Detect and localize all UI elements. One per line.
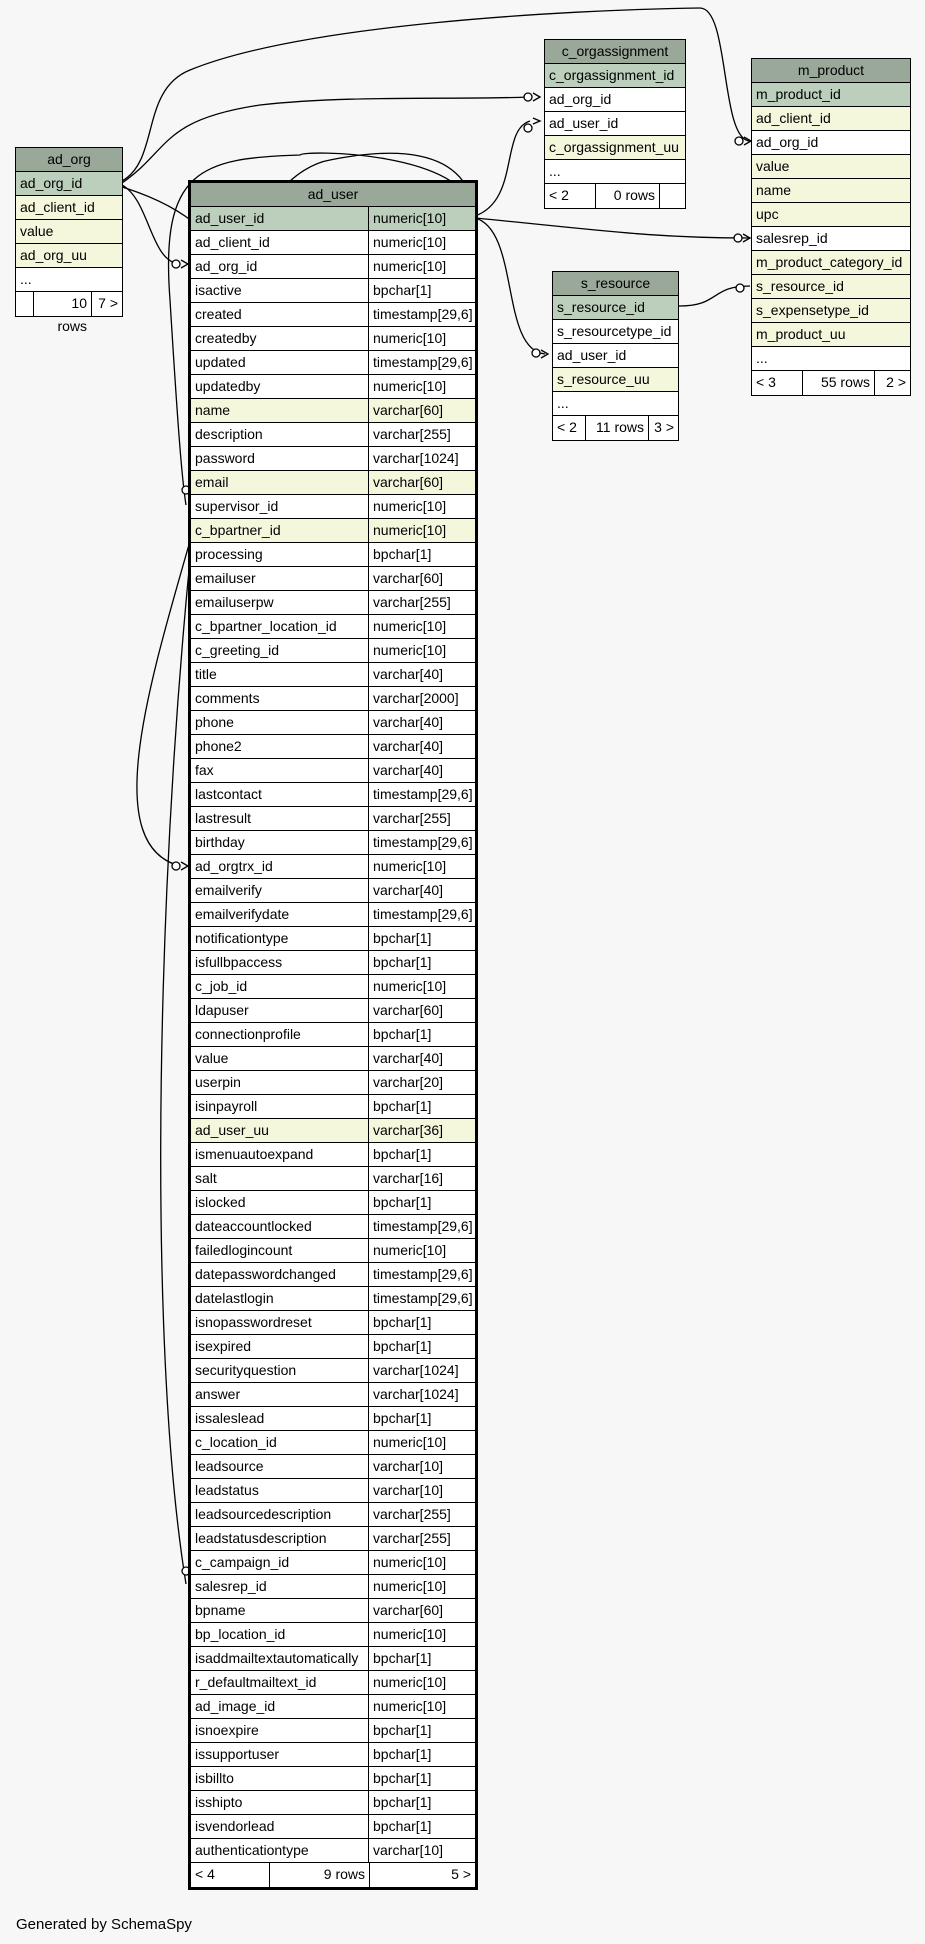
column-name: name bbox=[195, 402, 231, 418]
table-row[interactable] bbox=[752, 275, 910, 299]
footer-right[interactable]: 7 > bbox=[91, 292, 122, 316]
column-name: lastresult bbox=[195, 810, 252, 826]
table-row[interactable] bbox=[191, 1527, 475, 1551]
table-row[interactable] bbox=[191, 1047, 475, 1071]
column-type: varchar[60] bbox=[368, 567, 475, 590]
table-row[interactable] bbox=[191, 639, 475, 663]
column-name: ad_user_uu bbox=[195, 1122, 269, 1138]
table-row[interactable] bbox=[191, 1503, 475, 1527]
column-name: emailverify bbox=[195, 882, 262, 898]
column-type: bpchar[1] bbox=[368, 1143, 475, 1166]
column-type: timestamp[29,6] bbox=[368, 1287, 475, 1310]
table-row[interactable] bbox=[191, 1791, 475, 1815]
column-name: s_expensetype_id bbox=[756, 302, 869, 318]
column-type: numeric[10] bbox=[368, 1623, 475, 1646]
column-name: isnopasswordreset bbox=[195, 1314, 312, 1330]
column-name: created bbox=[195, 306, 242, 322]
table-row[interactable] bbox=[191, 279, 475, 303]
column-type: bpchar[1] bbox=[368, 1815, 475, 1838]
table-row[interactable] bbox=[752, 299, 910, 323]
column-type: bpchar[1] bbox=[368, 1719, 475, 1742]
column-type: numeric[10] bbox=[368, 975, 475, 998]
column-type: varchar[255] bbox=[368, 1527, 475, 1550]
column-type: bpchar[1] bbox=[368, 1647, 475, 1670]
table-row[interactable] bbox=[191, 591, 475, 615]
column-type: timestamp[29,6] bbox=[368, 783, 475, 806]
column-type: varchar[40] bbox=[368, 663, 475, 686]
table-row[interactable] bbox=[191, 567, 475, 591]
table-row[interactable] bbox=[191, 231, 475, 255]
column-name: ad_user_id bbox=[195, 210, 265, 226]
column-name: birthday bbox=[195, 834, 245, 850]
column-name: value bbox=[20, 223, 54, 239]
column-name: bp_location_id bbox=[195, 1626, 286, 1642]
table-row[interactable] bbox=[191, 519, 475, 543]
footer-left[interactable] bbox=[16, 292, 33, 316]
table-row[interactable] bbox=[191, 1575, 475, 1599]
column-name: c_job_id bbox=[195, 978, 248, 994]
column-name: isinpayroll bbox=[195, 1098, 258, 1114]
table-title[interactable]: m_product bbox=[752, 59, 910, 83]
column-name: salesrep_id bbox=[195, 1578, 267, 1594]
column-name: isnoexpire bbox=[195, 1722, 259, 1738]
column-name: issaleslead bbox=[195, 1410, 265, 1426]
column-type: varchar[40] bbox=[368, 711, 475, 734]
table-row[interactable] bbox=[16, 244, 122, 268]
table-row[interactable] bbox=[191, 927, 475, 951]
table-row[interactable] bbox=[191, 783, 475, 807]
column-type: numeric[10] bbox=[368, 639, 475, 662]
column-name: s_resourcetype_id bbox=[557, 323, 672, 339]
column-name: ad_image_id bbox=[195, 1698, 276, 1714]
table-row[interactable] bbox=[191, 1143, 475, 1167]
table-row[interactable] bbox=[191, 1095, 475, 1119]
column-type: numeric[10] bbox=[368, 231, 475, 254]
column-type: bpchar[1] bbox=[368, 1095, 475, 1118]
column-name: ad_org_id bbox=[549, 91, 612, 107]
column-type: timestamp[29,6] bbox=[368, 1215, 475, 1238]
column-name: ad_client_id bbox=[195, 234, 270, 250]
table-row[interactable] bbox=[191, 1671, 475, 1695]
table-row[interactable] bbox=[553, 320, 678, 344]
column-type: varchar[40] bbox=[368, 1047, 475, 1070]
column-type: varchar[10] bbox=[368, 1455, 475, 1478]
column-name: value bbox=[756, 158, 790, 174]
column-type: numeric[10] bbox=[368, 495, 475, 518]
column-name: updated bbox=[195, 354, 246, 370]
column-name: name bbox=[756, 182, 792, 198]
column-name: description bbox=[195, 426, 263, 442]
column-name: ismenuautoexpand bbox=[195, 1146, 314, 1162]
column-type: varchar[60] bbox=[368, 1599, 475, 1622]
table-row[interactable] bbox=[191, 543, 475, 567]
table-row[interactable] bbox=[191, 735, 475, 759]
table-row[interactable] bbox=[191, 687, 475, 711]
table-ad-org[interactable] bbox=[15, 147, 123, 334]
footer-right[interactable]: 5 > bbox=[369, 1863, 475, 1887]
footer-left[interactable]: < 4 bbox=[195, 1866, 215, 1882]
table-row[interactable] bbox=[191, 1215, 475, 1239]
table-row[interactable] bbox=[191, 399, 475, 423]
column-type: numeric[10] bbox=[368, 207, 475, 230]
column-type: numeric[10] bbox=[368, 1671, 475, 1694]
column-type: varchar[60] bbox=[368, 399, 475, 422]
column-name: notificationtype bbox=[195, 930, 289, 946]
table-row[interactable] bbox=[191, 1815, 475, 1839]
table-row[interactable] bbox=[752, 347, 910, 371]
table-row[interactable] bbox=[191, 255, 475, 279]
footer-row-count: 11 rows bbox=[585, 416, 648, 440]
table-row[interactable] bbox=[191, 831, 475, 855]
column-type: numeric[10] bbox=[368, 375, 475, 398]
column-type: numeric[10] bbox=[368, 1575, 475, 1598]
table-row[interactable] bbox=[545, 136, 685, 160]
column-name: ldapuser bbox=[195, 1002, 249, 1018]
column-type: varchar[16] bbox=[368, 1167, 475, 1190]
table-row[interactable] bbox=[191, 1407, 475, 1431]
column-name: leadstatusdescription bbox=[195, 1530, 327, 1546]
column-name: isfullbpaccess bbox=[195, 954, 283, 970]
table-row[interactable] bbox=[191, 615, 475, 639]
column-name: ad_client_id bbox=[756, 110, 831, 126]
table-row[interactable] bbox=[191, 1743, 475, 1767]
table-row[interactable] bbox=[191, 423, 475, 447]
column-name: supervisor_id bbox=[195, 498, 279, 514]
column-name: ad_client_id bbox=[20, 199, 95, 215]
column-name: emailuser bbox=[195, 570, 256, 586]
table-row[interactable] bbox=[191, 879, 475, 903]
column-name: s_resource_id bbox=[557, 299, 645, 315]
table-row[interactable] bbox=[545, 64, 685, 88]
column-name: salesrep_id bbox=[756, 230, 828, 246]
table-row[interactable] bbox=[553, 392, 678, 416]
column-name: ad_orgtrx_id bbox=[195, 858, 273, 874]
column-type: timestamp[29,6] bbox=[368, 303, 475, 326]
column-type: timestamp[29,6] bbox=[368, 351, 475, 374]
table-row[interactable] bbox=[191, 1551, 475, 1575]
table-row[interactable] bbox=[553, 368, 678, 392]
column-name: m_product_category_id bbox=[756, 254, 903, 270]
column-type: bpchar[1] bbox=[368, 543, 475, 566]
footer-right[interactable]: 3 > bbox=[648, 416, 678, 440]
table-row[interactable] bbox=[16, 268, 122, 292]
table-row[interactable] bbox=[191, 1383, 475, 1407]
column-name: lastcontact bbox=[195, 786, 262, 802]
column-type: bpchar[1] bbox=[368, 1191, 475, 1214]
column-name: s_resource_id bbox=[756, 278, 844, 294]
footer-left[interactable]: < 3 bbox=[756, 374, 776, 390]
column-name: ad_user_id bbox=[549, 115, 619, 131]
footer-left[interactable]: < 2 bbox=[557, 419, 577, 435]
column-type: bpchar[1] bbox=[368, 1023, 475, 1046]
column-name: c_location_id bbox=[195, 1434, 277, 1450]
table-row[interactable] bbox=[752, 107, 910, 131]
column-type: numeric[10] bbox=[368, 1551, 475, 1574]
column-name: securityquestion bbox=[195, 1362, 297, 1378]
table-row[interactable] bbox=[191, 951, 475, 975]
column-name: email bbox=[195, 474, 229, 490]
column-name: ad_org_id bbox=[20, 175, 83, 191]
footer-right[interactable] bbox=[659, 184, 685, 208]
column-type: varchar[255] bbox=[368, 807, 475, 830]
table-row[interactable] bbox=[191, 351, 475, 375]
table-row[interactable] bbox=[191, 663, 475, 687]
table-row[interactable] bbox=[752, 203, 910, 227]
column-name: salt bbox=[195, 1170, 217, 1186]
table-row[interactable] bbox=[191, 1479, 475, 1503]
column-type: numeric[10] bbox=[368, 1239, 475, 1262]
column-name: leadsource bbox=[195, 1458, 264, 1474]
column-name: c_bpartner_location_id bbox=[195, 618, 337, 634]
column-type: varchar[60] bbox=[368, 999, 475, 1022]
table-row[interactable] bbox=[191, 1695, 475, 1719]
column-name: ad_org_id bbox=[756, 134, 819, 150]
column-name: issupportuser bbox=[195, 1746, 280, 1762]
column-type: varchar[2000] bbox=[368, 687, 475, 710]
table-row[interactable] bbox=[191, 1239, 475, 1263]
table-row[interactable] bbox=[191, 999, 475, 1023]
column-name: dateaccountlocked bbox=[195, 1218, 312, 1234]
table-row[interactable] bbox=[191, 1647, 475, 1671]
table-title[interactable]: c_orgassignment bbox=[545, 40, 685, 64]
table-title[interactable]: s_resource bbox=[553, 272, 678, 296]
table-row[interactable] bbox=[752, 251, 910, 275]
column-name: isexpired bbox=[195, 1338, 252, 1354]
table-row[interactable] bbox=[191, 327, 475, 351]
column-name: ... bbox=[557, 395, 569, 411]
column-name: c_bpartner_id bbox=[195, 522, 281, 538]
column-name: ad_user_id bbox=[557, 347, 627, 363]
column-name: datepasswordchanged bbox=[195, 1266, 336, 1282]
table-c-orgassignment[interactable] bbox=[544, 39, 686, 209]
column-type: varchar[40] bbox=[368, 735, 475, 758]
column-name: ad_org_id bbox=[195, 258, 258, 274]
column-name: answer bbox=[195, 1386, 241, 1402]
table-row[interactable] bbox=[191, 1071, 475, 1095]
column-name: value bbox=[195, 1050, 229, 1066]
column-name: updatedby bbox=[195, 378, 261, 394]
table-row[interactable] bbox=[191, 375, 475, 399]
column-type: numeric[10] bbox=[368, 615, 475, 638]
column-name: title bbox=[195, 666, 217, 682]
column-name: password bbox=[195, 450, 255, 466]
table-row[interactable] bbox=[752, 323, 910, 347]
table-row[interactable] bbox=[191, 807, 475, 831]
table-row[interactable] bbox=[191, 1599, 475, 1623]
column-name: datelastlogin bbox=[195, 1290, 274, 1306]
table-row[interactable] bbox=[553, 344, 678, 368]
table-title[interactable]: ad_user bbox=[191, 183, 475, 207]
column-name: processing bbox=[195, 546, 263, 562]
column-name: ... bbox=[549, 163, 561, 179]
table-row[interactable] bbox=[191, 1335, 475, 1359]
table-row[interactable] bbox=[191, 855, 475, 879]
table-m-product[interactable] bbox=[751, 58, 911, 396]
column-name: bpname bbox=[195, 1602, 246, 1618]
column-name: isshipto bbox=[195, 1794, 243, 1810]
column-type: varchar[10] bbox=[368, 1479, 475, 1502]
table-row[interactable] bbox=[191, 495, 475, 519]
table-row[interactable] bbox=[191, 903, 475, 927]
column-name: ... bbox=[20, 271, 32, 287]
column-type: varchar[20] bbox=[368, 1071, 475, 1094]
column-type: bpchar[1] bbox=[368, 1407, 475, 1430]
table-row[interactable] bbox=[553, 296, 678, 320]
column-name: c_greeting_id bbox=[195, 642, 280, 658]
table-row[interactable] bbox=[752, 227, 910, 251]
column-name: leadstatus bbox=[195, 1482, 259, 1498]
column-name: emailverifydate bbox=[195, 906, 290, 922]
column-type: numeric[10] bbox=[368, 327, 475, 350]
table-row[interactable] bbox=[191, 1839, 475, 1863]
table-ad-user[interactable] bbox=[188, 180, 478, 1890]
table-row[interactable] bbox=[191, 207, 475, 231]
column-type: varchar[60] bbox=[368, 471, 475, 494]
table-row[interactable] bbox=[752, 83, 910, 107]
generated-by-label: Generated by SchemaSpy bbox=[16, 1916, 192, 1933]
column-type: numeric[10] bbox=[368, 1431, 475, 1454]
table-row[interactable] bbox=[752, 155, 910, 179]
column-type: bpchar[1] bbox=[368, 927, 475, 950]
table-row[interactable] bbox=[545, 112, 685, 136]
table-row[interactable] bbox=[191, 1719, 475, 1743]
column-type: varchar[10] bbox=[368, 1839, 475, 1862]
footer-row-count: 0 rows bbox=[595, 184, 659, 208]
column-type: bpchar[1] bbox=[368, 1791, 475, 1814]
column-name: ad_org_uu bbox=[20, 247, 87, 263]
table-footer bbox=[16, 292, 122, 334]
column-type: bpchar[1] bbox=[368, 1311, 475, 1334]
table-row[interactable] bbox=[191, 1287, 475, 1311]
footer-row-count: 55 rows bbox=[802, 371, 874, 395]
column-name: s_resource_uu bbox=[557, 371, 650, 387]
table-row[interactable] bbox=[752, 131, 910, 155]
table-row[interactable] bbox=[191, 303, 475, 327]
column-name: createdby bbox=[195, 330, 257, 346]
footer-row-count: 10 rows bbox=[33, 292, 91, 316]
column-type: varchar[1024] bbox=[368, 1383, 475, 1406]
column-name: islocked bbox=[195, 1194, 246, 1210]
table-s-resource[interactable] bbox=[552, 271, 679, 441]
column-name: connectionprofile bbox=[195, 1026, 301, 1042]
column-type: varchar[36] bbox=[368, 1119, 475, 1142]
table-row[interactable] bbox=[16, 172, 122, 196]
column-name: c_campaign_id bbox=[195, 1554, 290, 1570]
table-row[interactable] bbox=[191, 471, 475, 495]
column-name: c_orgassignment_id bbox=[549, 67, 675, 83]
column-name: leadsourcedescription bbox=[195, 1506, 332, 1522]
column-name: fax bbox=[195, 762, 214, 778]
column-name: isaddmailtextautomatically bbox=[195, 1650, 359, 1666]
table-row[interactable] bbox=[16, 220, 122, 244]
column-type: varchar[1024] bbox=[368, 447, 475, 470]
column-type: numeric[10] bbox=[368, 255, 475, 278]
table-row[interactable] bbox=[545, 88, 685, 112]
table-row[interactable] bbox=[16, 196, 122, 220]
column-type: varchar[255] bbox=[368, 423, 475, 446]
footer-right[interactable]: 2 > bbox=[874, 371, 910, 395]
table-row[interactable] bbox=[191, 1191, 475, 1215]
table-footer bbox=[545, 184, 685, 208]
column-name: phone bbox=[195, 714, 234, 730]
column-type: timestamp[29,6] bbox=[368, 831, 475, 854]
column-type: varchar[40] bbox=[368, 759, 475, 782]
column-name: m_product_id bbox=[756, 86, 841, 102]
column-type: bpchar[1] bbox=[368, 279, 475, 302]
table-row[interactable] bbox=[191, 1023, 475, 1047]
column-name: authenticationtype bbox=[195, 1842, 309, 1858]
table-row[interactable] bbox=[191, 1431, 475, 1455]
column-type: numeric[10] bbox=[368, 1695, 475, 1718]
column-type: varchar[255] bbox=[368, 1503, 475, 1526]
table-row[interactable] bbox=[191, 711, 475, 735]
table-row[interactable] bbox=[752, 179, 910, 203]
column-type: bpchar[1] bbox=[368, 1743, 475, 1766]
column-type: bpchar[1] bbox=[368, 1767, 475, 1790]
column-type: timestamp[29,6] bbox=[368, 903, 475, 926]
column-type: bpchar[1] bbox=[368, 1335, 475, 1358]
footer-left[interactable]: < 2 bbox=[549, 187, 569, 203]
table-row[interactable] bbox=[191, 759, 475, 783]
table-footer bbox=[191, 1863, 475, 1887]
column-name: comments bbox=[195, 690, 260, 706]
column-type: timestamp[29,6] bbox=[368, 1263, 475, 1286]
footer-row-count: 9 rows bbox=[269, 1863, 369, 1887]
table-row[interactable] bbox=[191, 1767, 475, 1791]
table-row[interactable] bbox=[191, 1119, 475, 1143]
column-type: numeric[10] bbox=[368, 855, 475, 878]
column-type: varchar[1024] bbox=[368, 1359, 475, 1382]
column-name: failedlogincount bbox=[195, 1242, 293, 1258]
column-type: numeric[10] bbox=[368, 519, 475, 542]
table-title[interactable]: ad_org bbox=[16, 148, 122, 172]
column-name: emailuserpw bbox=[195, 594, 274, 610]
column-type: bpchar[1] bbox=[368, 951, 475, 974]
column-name: r_defaultmailtext_id bbox=[195, 1674, 317, 1690]
column-name: userpin bbox=[195, 1074, 241, 1090]
table-row[interactable] bbox=[191, 975, 475, 999]
column-name: ... bbox=[756, 350, 768, 366]
table-footer bbox=[752, 371, 910, 395]
column-name: c_orgassignment_uu bbox=[549, 139, 679, 155]
table-row[interactable] bbox=[191, 1359, 475, 1383]
column-name: phone2 bbox=[195, 738, 242, 754]
column-name: isvendorlead bbox=[195, 1818, 275, 1834]
table-row[interactable] bbox=[191, 1311, 475, 1335]
table-row[interactable] bbox=[191, 1167, 475, 1191]
table-row[interactable] bbox=[191, 1455, 475, 1479]
table-row[interactable] bbox=[191, 1263, 475, 1287]
column-type: varchar[40] bbox=[368, 879, 475, 902]
table-row[interactable] bbox=[545, 160, 685, 184]
column-name: upc bbox=[756, 206, 779, 222]
column-type: varchar[255] bbox=[368, 591, 475, 614]
column-name: m_product_uu bbox=[756, 326, 846, 342]
column-name: isbillto bbox=[195, 1770, 234, 1786]
table-row[interactable] bbox=[191, 1623, 475, 1647]
table-row[interactable] bbox=[191, 447, 475, 471]
column-name: isactive bbox=[195, 282, 242, 298]
table-footer bbox=[553, 416, 678, 440]
